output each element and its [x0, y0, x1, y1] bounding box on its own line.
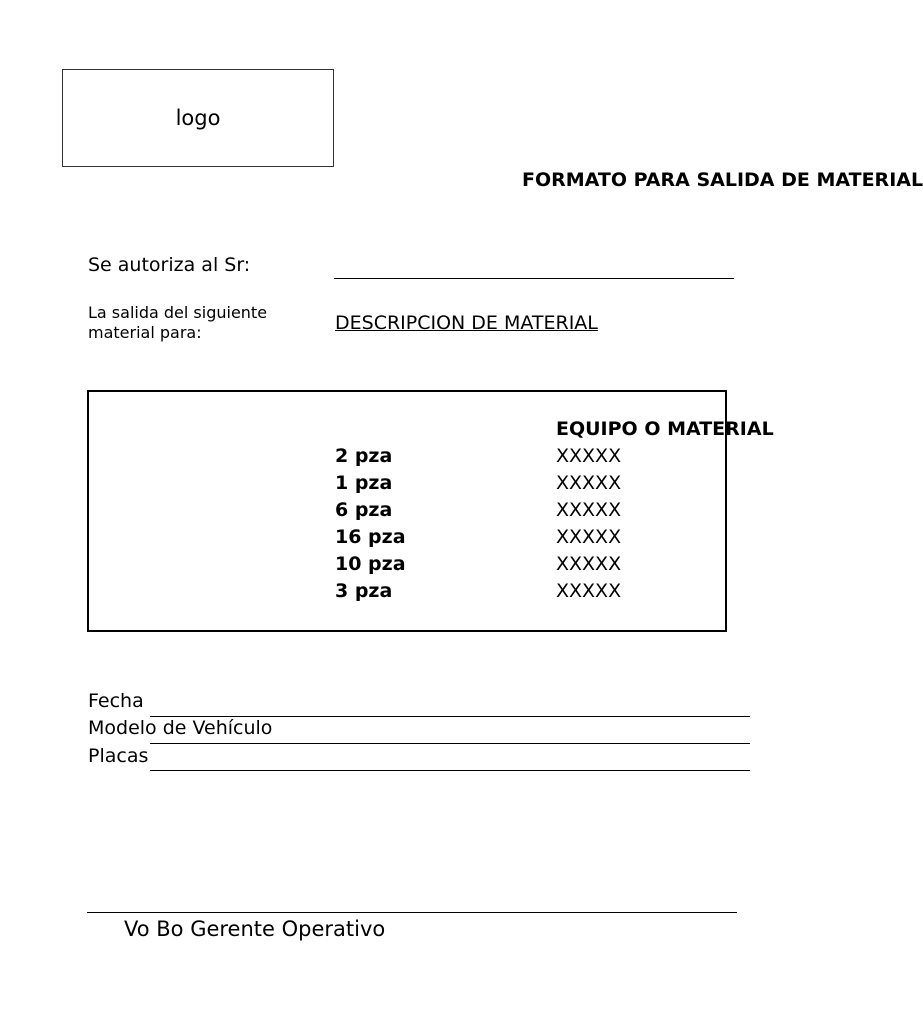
signature-line [87, 912, 737, 913]
qty-column [335, 443, 406, 605]
authorize-label: Se autoriza al Sr: [88, 254, 251, 276]
logo-text: logo [175, 106, 221, 130]
authorize-name-line [334, 278, 734, 279]
item-qty: 3 pza [335, 580, 393, 602]
items-column-header: EQUIPO O MATERIAL [556, 418, 774, 440]
item-code: XXXXX [556, 580, 622, 602]
item-qty: 2 pza [335, 445, 393, 467]
modelo-line [150, 743, 750, 744]
placas-line [150, 770, 750, 771]
fecha-label: Fecha [88, 690, 144, 712]
material-label: La salida del siguiente material para: [88, 303, 268, 342]
item-code: XXXXX [556, 472, 622, 494]
item-qty: 1 pza [335, 472, 393, 494]
item-qty: 16 pza [335, 526, 406, 548]
item-code: XXXXX [556, 445, 622, 467]
signature-label: Vo Bo Gerente Operativo [124, 917, 386, 941]
item-qty: 6 pza [335, 499, 393, 521]
code-column [556, 443, 621, 605]
item-code: XXXXX [556, 553, 622, 575]
item-code: XXXXX [556, 526, 622, 548]
item-qty: 10 pza [335, 553, 406, 575]
placas-label: Placas [88, 745, 149, 767]
modelo-label: Modelo de Vehículo [88, 717, 273, 739]
document-title: FORMATO PARA SALIDA DE MATERIAL [522, 169, 923, 191]
item-code: XXXXX [556, 499, 622, 521]
material-description: DESCRIPCION DE MATERIAL [335, 312, 598, 334]
